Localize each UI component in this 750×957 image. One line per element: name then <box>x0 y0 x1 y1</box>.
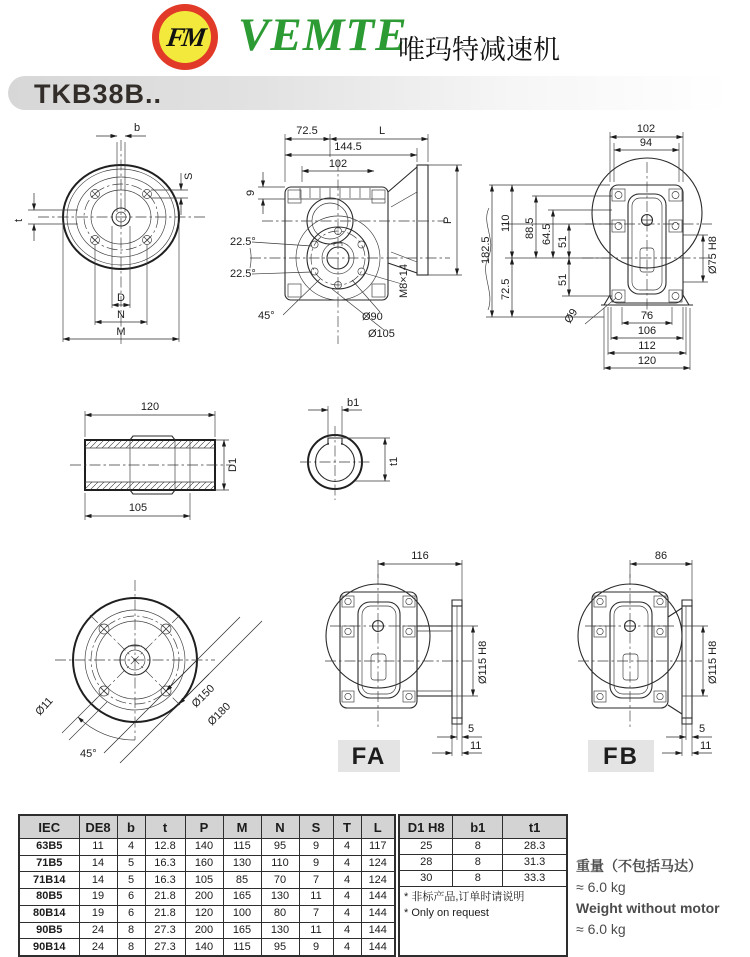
dim-label: D <box>117 292 125 304</box>
table-row <box>19 905 395 922</box>
table-cell: 16.3 <box>145 855 185 872</box>
table-cell: 80B5 <box>19 889 79 906</box>
table-cell: 24 <box>79 922 117 939</box>
table-cell: 21.8 <box>145 905 185 922</box>
iec-dimension-table <box>18 814 396 957</box>
dim-label: t1 <box>388 456 400 466</box>
dim-label: b1 <box>347 397 360 409</box>
table-cell: 12.8 <box>145 839 185 856</box>
drawings-svg <box>0 112 750 812</box>
table-row <box>399 839 567 855</box>
table-cell: 80B14 <box>19 905 79 922</box>
view-fa <box>325 550 489 772</box>
view-rear <box>480 123 719 370</box>
table-header-cell: D1 H8 <box>399 815 453 839</box>
table-cell: 165 <box>223 922 261 939</box>
dim-label: 120 <box>637 355 657 367</box>
table-cell: 63B5 <box>19 839 79 856</box>
dim-label: 102 <box>636 123 656 135</box>
brand-logo-letters: FM <box>164 21 206 52</box>
table-cell: 6 <box>117 889 145 906</box>
dim-label: 86 <box>654 550 668 562</box>
table-row <box>399 871 567 887</box>
table-header-cell: T <box>333 815 361 839</box>
view-flange-front <box>13 122 205 344</box>
bore-dimension-table <box>398 814 568 957</box>
table-cell: 200 <box>185 922 223 939</box>
table-cell: 8 <box>453 839 503 855</box>
dim-label: 51 <box>557 235 569 248</box>
table-cell: 14 <box>79 855 117 872</box>
table-cell: 19 <box>79 905 117 922</box>
brand-name: VEMTE <box>238 9 408 61</box>
table-cell: 130 <box>223 855 261 872</box>
dim-label: S <box>183 172 195 180</box>
table-header-cell: IEC <box>19 815 79 839</box>
table-cell: 8 <box>117 922 145 939</box>
dim-label: Ø11 <box>33 695 56 719</box>
table-cell: 144 <box>361 905 395 922</box>
view-flange-45 <box>33 580 262 763</box>
table-cell: 7 <box>299 872 333 889</box>
dim-label: 116 <box>411 550 429 562</box>
dim-label: 182.5 <box>480 236 492 264</box>
table-header-cell: DE8 <box>79 815 117 839</box>
dim-label: P <box>442 216 454 224</box>
technical-drawings <box>0 112 750 812</box>
table-row <box>19 855 395 872</box>
dim-label: Ø150 <box>189 682 218 711</box>
table-cell: 19 <box>79 889 117 906</box>
table-cell: 115 <box>223 839 261 856</box>
table-header-cell: t <box>145 815 185 839</box>
table-cell: 105 <box>185 872 223 889</box>
dim-label: Ø75 H8 <box>707 236 719 274</box>
table-cell: 27.3 <box>145 939 185 956</box>
dim-label: 45° <box>258 310 275 322</box>
table-cell: 100 <box>223 905 261 922</box>
table-header-cell: M <box>223 815 261 839</box>
table-cell: 33.3 <box>503 871 567 887</box>
view-shaft <box>70 401 239 520</box>
table-header-cell: L <box>361 815 395 839</box>
dim-label: 11 <box>470 740 482 752</box>
dim-label: N <box>117 309 125 321</box>
dim-label: 144.5 <box>334 141 362 153</box>
table-cell: 130 <box>261 889 299 906</box>
table-header-row <box>399 815 567 839</box>
dim-label: 64.5 <box>541 223 553 245</box>
table-row <box>19 889 395 906</box>
dim-label: 76 <box>640 310 654 322</box>
table-cell: 110 <box>261 855 299 872</box>
dim-label: Ø105 <box>368 328 395 340</box>
note-chinese: * 非标产品,订单时请说明 <box>404 891 525 903</box>
dim-label: 106 <box>637 325 657 337</box>
dim-label: 51 <box>557 273 569 286</box>
table-cell: 28 <box>399 855 453 871</box>
table-row <box>19 872 395 889</box>
table-cell: 7 <box>299 905 333 922</box>
dim-label: 5 <box>699 723 706 735</box>
dim-label: 102 <box>328 158 348 170</box>
dim-label: M <box>116 326 126 338</box>
table-cell: 14 <box>79 872 117 889</box>
table-cell: 9 <box>299 839 333 856</box>
dim-label: t <box>13 218 25 222</box>
table-cell: 31.3 <box>503 855 567 871</box>
dim-label: Ø180 <box>205 700 234 729</box>
table-cell: 90B5 <box>19 922 79 939</box>
table-cell: 124 <box>361 872 395 889</box>
brand-name-chinese: 唯玛特减速机 <box>398 35 560 65</box>
table-cell: 25 <box>399 839 453 855</box>
table-header-cell: t1 <box>503 815 567 839</box>
table-cell: 27.3 <box>145 922 185 939</box>
table-cell: 4 <box>333 922 361 939</box>
table-cell: 4 <box>333 939 361 956</box>
table-cell: 117 <box>361 839 395 856</box>
table-cell: 4 <box>333 872 361 889</box>
table-cell: 6 <box>117 905 145 922</box>
weight-label-chinese: 重量（不包括马达） <box>576 858 702 874</box>
table-cell: 71B5 <box>19 855 79 872</box>
table-cell: 11 <box>79 839 117 856</box>
table-cell: 9 <box>299 939 333 956</box>
dim-label: 72.5 <box>500 278 512 300</box>
view-key-section <box>300 397 400 500</box>
table-row <box>19 922 395 939</box>
table-cell: 80 <box>261 905 299 922</box>
dim-label: 11 <box>700 740 712 752</box>
table-body <box>399 839 567 887</box>
table-cell: 120 <box>185 905 223 922</box>
table-cell: 124 <box>361 855 395 872</box>
table-body <box>19 839 395 957</box>
table-cell: 8 <box>453 871 503 887</box>
table-cell: 140 <box>185 939 223 956</box>
dim-label: 22.5° <box>230 268 256 280</box>
weight-value-2: ≈ 6.0 kg <box>576 921 626 937</box>
table-cell: 160 <box>185 855 223 872</box>
table-cell: 24 <box>79 939 117 956</box>
table-cell: 140 <box>185 839 223 856</box>
dim-label: 22.5° <box>230 236 256 248</box>
dim-label: 45° <box>80 748 97 760</box>
table-header-cell: N <box>261 815 299 839</box>
table-header-cell: b1 <box>453 815 503 839</box>
dim-label: b <box>134 122 141 134</box>
model-title-bar <box>8 76 730 110</box>
dim-label: Ø9 <box>562 306 581 326</box>
dim-label: Ø115 H8 <box>477 640 489 684</box>
table-cell: 165 <box>223 889 261 906</box>
table-cell: 115 <box>223 939 261 956</box>
table-cell: 9 <box>299 855 333 872</box>
table-cell: 4 <box>333 855 361 872</box>
table-cell: 144 <box>361 922 395 939</box>
table-cell: 4 <box>117 839 145 856</box>
table-cell: 21.8 <box>145 889 185 906</box>
table-header-cell: S <box>299 815 333 839</box>
table-cell: 200 <box>185 889 223 906</box>
table-cell: 5 <box>117 872 145 889</box>
dim-label: 9 <box>245 189 257 196</box>
table-cell: 90B14 <box>19 939 79 956</box>
dim-label: D1 <box>227 457 239 472</box>
dim-label: 120 <box>140 401 160 413</box>
fa-label: FA <box>351 743 387 770</box>
brand-logo-icon <box>152 4 218 70</box>
dim-label: M8×14 <box>398 264 410 298</box>
dim-label: 105 <box>128 502 148 514</box>
model-title: TKB38B.. <box>34 79 163 109</box>
table-cell: 8 <box>117 939 145 956</box>
weight-value-1: ≈ 6.0 kg <box>576 879 626 895</box>
table-cell: 144 <box>361 939 395 956</box>
dim-label: 72.5 <box>296 125 318 137</box>
page-header <box>0 0 750 76</box>
table-cell: 4 <box>333 839 361 856</box>
table-cell: 4 <box>333 905 361 922</box>
fb-label: FB <box>603 743 639 770</box>
table-cell: 16.3 <box>145 872 185 889</box>
table-cell: 71B14 <box>19 872 79 889</box>
table-cell: 5 <box>117 855 145 872</box>
brand-logo-inner <box>159 11 211 63</box>
dim-label: 88.5 <box>524 217 536 239</box>
table-row <box>399 855 567 871</box>
dim-label: 94 <box>639 137 653 149</box>
table-row <box>19 839 395 856</box>
table-cell: 85 <box>223 872 261 889</box>
note-english: * Only on request <box>404 907 489 919</box>
table-header-cell: P <box>185 815 223 839</box>
dim-label: Ø90 <box>362 311 383 323</box>
weight-label-english: Weight without motor <box>576 900 720 916</box>
table-cell: 4 <box>333 889 361 906</box>
table-header-cell: b <box>117 815 145 839</box>
view-fb <box>578 550 719 772</box>
dim-label: Ø115 H8 <box>707 640 719 684</box>
table-cell: 8 <box>453 855 503 871</box>
table-cell: 130 <box>261 922 299 939</box>
table-cell: 95 <box>261 839 299 856</box>
table-cell: 70 <box>261 872 299 889</box>
table-cell: 11 <box>299 889 333 906</box>
weight-note <box>576 856 720 940</box>
dim-label: 110 <box>500 214 512 232</box>
table-notes <box>399 887 567 957</box>
dim-label: 5 <box>468 723 475 735</box>
view-side <box>230 125 462 344</box>
table-cell: 30 <box>399 871 453 887</box>
table-cell: 11 <box>299 922 333 939</box>
table-cell: 95 <box>261 939 299 956</box>
table-cell: 144 <box>361 889 395 906</box>
table-row <box>19 939 395 956</box>
table-header-row <box>19 815 395 839</box>
dim-label: L <box>378 125 386 137</box>
table-cell: 28.3 <box>503 839 567 855</box>
dim-label: 112 <box>638 340 656 352</box>
dimension-tables <box>18 814 568 957</box>
